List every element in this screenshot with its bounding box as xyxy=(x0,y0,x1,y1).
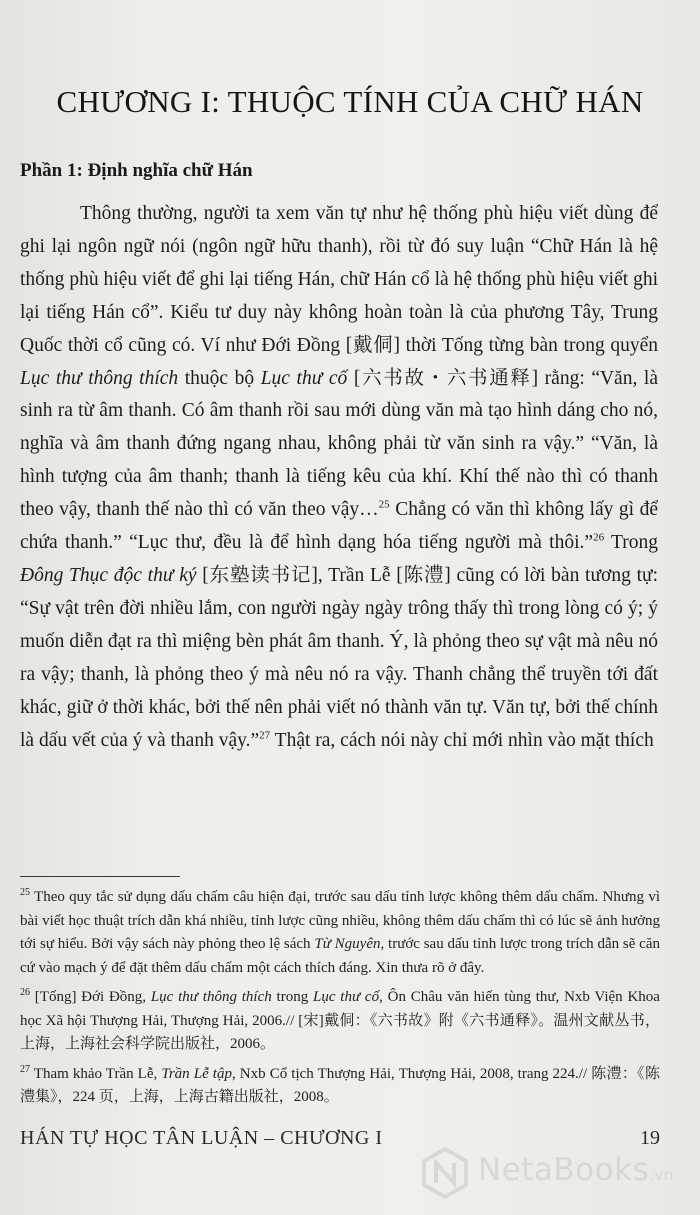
body-text-run: Thông thường, người ta xem văn tự như hệ thống phù hiệu viết dùng để ghi lại ngôn ngữ nói (ngôn ngữ hữu thanh), rồi từ đó suy luận “Chữ Hán là hệ thống phù hiệu viết để ghi lại tiếng Hán, chữ Hán cổ là hệ thống phù hiệu viết ghi lại tiếng Hán cổ”. Kiểu tư duy này không hoàn toàn là của phương Tây, Trung Quốc thời cổ cũng có. Ví như Đới Đồng [戴侗] thời Tống từng bàn trong quyển xyxy=(20,203,658,356)
body-paragraph xyxy=(20,198,658,757)
watermark-name: NetaBooks xyxy=(478,1152,650,1188)
footnote-25 xyxy=(20,886,660,980)
footnote-27 xyxy=(20,1063,660,1110)
section-heading: Phần 1: Định nghĩa chữ Hán xyxy=(20,160,253,181)
footnote-number: 27 xyxy=(20,1063,30,1075)
body-text-run: thuộc bộ xyxy=(178,367,261,389)
footnote-text: Tham khảo Trần Lễ, xyxy=(30,1065,162,1082)
italic-book-title: Lục thư thông thích xyxy=(20,367,179,389)
hexagon-n-logo-icon xyxy=(420,1146,470,1200)
watermark-text xyxy=(478,1152,674,1188)
italic-book-title: Đông Thục độc thư ký xyxy=(20,564,197,586)
footnote-number: 26 xyxy=(20,987,30,998)
footnote-text: , trước sau dấu tỉnh lược trong trích dẫn sẽ căn cứ vào mạch ý để đặt thêm dấu chấm một cách thích đáng. Xin thưa rõ ở đây. xyxy=(20,936,661,976)
footnote-italic: Lục thư cố xyxy=(312,989,380,1005)
watermark xyxy=(420,1146,690,1200)
footnote-text: , Ôn Châu văn hiến tùng thư, Nxb Viện Khoa học Xã hội Thượng Hải, Thượng Hải, 2006.// [宋]戴侗：《六书故》附《六书通释》。温州文献丛书，上海，上海社会科学院出版社，2006。 xyxy=(20,989,660,1052)
body-text-run: Chẳng có văn thì không lấy gì để chứa thanh.” “Lục thư, đều là để hình dạng hóa tiếng người mà thôi.” xyxy=(20,499,659,554)
body-text-run: Thật ra, cách nói này chỉ mới nhìn vào mặt thích xyxy=(270,729,654,751)
body-text-run: Trong xyxy=(604,532,658,554)
footnote-ref-26[interactable]: 26 xyxy=(593,531,605,544)
footnote-text: , Nxb Cổ tịch Thượng Hải, Thượng Hải, 2008, trang 224.// 陈澧：《陈澧集》，224 页，上海，上海古籍出版社，2008。 xyxy=(20,1065,660,1105)
italic-book-title: Lục thư cố xyxy=(260,367,348,389)
page-number: 19 xyxy=(640,1127,660,1149)
chapter-title: CHƯƠNG I: THUỘC TÍNH CỦA CHỮ HÁN xyxy=(56,84,644,119)
footnote-text: [Tống] Đới Đồng, xyxy=(30,989,151,1005)
footnote-separator xyxy=(20,876,180,877)
watermark-suffix: .vn xyxy=(649,1166,674,1184)
body-text-run: [东塾读书记], Trần Lễ [陈澧] cũng có lời bàn tương tự: “Sự vật trên đời nhiều lắm, con người ngày ngày trông thấy thì trong lòng có ý; ý muốn diễn đạt ra thì miệng bèn phát âm thanh. Ý, là phỏng theo sự vật mà nêu nó ra vậy; thanh, là phỏng theo ý mà nêu nó ra vậy. Thanh chẳng thể truyền tới đất khác, giữ ở thời khác, bởi thế nên phải viết nó thành văn tự. Văn tự, bởi thế chính là dấu vết của ý và thanh vậy.” xyxy=(20,564,658,751)
running-footer-title: HÁN TỰ HỌC TÂN LUẬN – CHƯƠNG I xyxy=(20,1127,383,1149)
footnote-number: 25 xyxy=(20,887,30,898)
footnotes xyxy=(20,886,660,1116)
footnote-text: trong xyxy=(271,989,313,1005)
body-text-run: [六书故・六书通释] rằng: “Văn, là sinh ra từ âm thanh. Có âm thanh rồi sau mới dùng văn mà tạo hình dáng cho nó, nghĩa và âm thanh đứng ngang nhau, không phải từ văn sinh ra vậy.” “Văn, là hình tượng của âm thanh; thanh là tiếng kêu của khí. Khí thế nào thì có thanh theo vậy, thanh thế nào thì có văn theo vậy… xyxy=(20,367,658,521)
footnote-ref-25[interactable]: 25 xyxy=(378,498,390,511)
footnote-italic: Lục thư thông thích xyxy=(150,989,272,1005)
footnote-italic: Trần Lễ tập xyxy=(161,1065,232,1082)
footnote-26 xyxy=(20,986,660,1057)
footnote-italic: Từ Nguyên xyxy=(314,936,381,952)
footnote-text: Theo quy tắc sử dụng dấu chấm câu hiện đại, trước sau dấu tỉnh lược không thêm dấu chấm. Nhưng vì bài viết học thuật trích dẫn khá nhiều, tỉnh lược cũng nhiều, không thêm dấu chấm thì có lúc sẽ ảnh hưởng tới sự hiểu. Bởi vậy sách này phỏng theo lệ sách xyxy=(20,889,660,952)
footnote-ref-27[interactable]: 27 xyxy=(259,729,271,741)
